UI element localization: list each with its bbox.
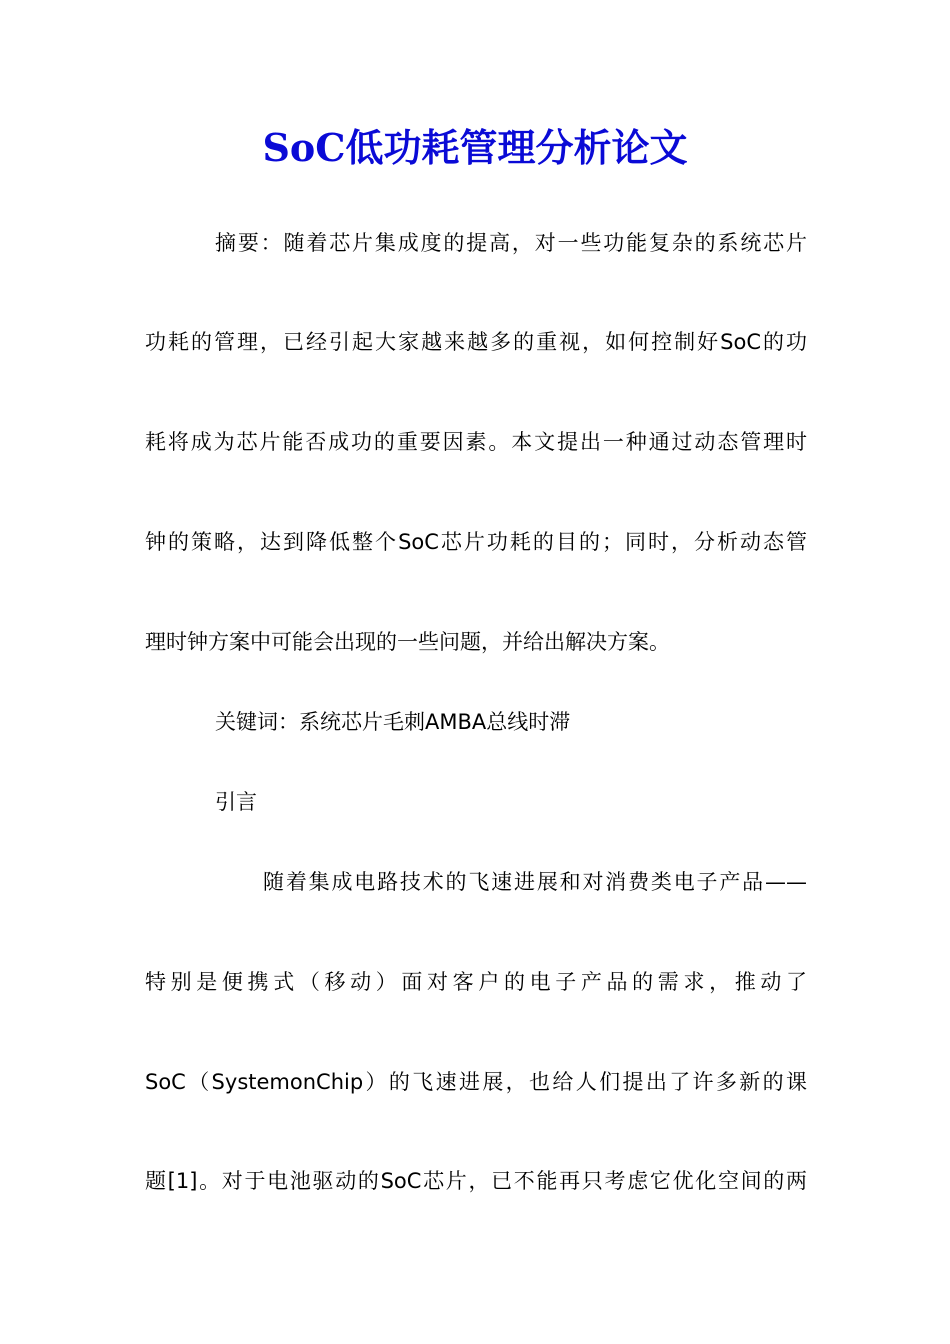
abstract-line: 理时钟方案中可能会出现的一些问题，并给出解决方案。 <box>145 630 670 654</box>
body-line: SoC（SystemonChip）的飞速进展，也给人们提出了许多新的课 <box>145 1070 807 1094</box>
keywords: 关键词：系统芯片毛刺AMBA总线时滞 <box>215 710 571 734</box>
abstract-line: 耗将成为芯片能否成功的重要因素。本文提出一种通过动态管理时 <box>145 430 807 454</box>
body-line: 随着集成电路技术的飞速进展和对消费类电子产品—— <box>263 870 807 894</box>
section-heading: 引言 <box>215 790 257 814</box>
body-line: 特别是便携式（移动）面对客户的电子产品的需求，推动了 <box>145 970 807 994</box>
abstract-line: 功耗的管理，已经引起大家越来越多的重视，如何控制好SoC的功 <box>145 330 807 354</box>
abstract-line: 钟的策略，达到降低整个SoC芯片功耗的目的；同时，分析动态管 <box>145 530 807 554</box>
document-title: SoC低功耗管理分析论文 <box>262 125 688 170</box>
body-line: 题[1]。对于电池驱动的SoC芯片，已不能再只考虑它优化空间的两 <box>145 1169 807 1193</box>
abstract-line: 摘要：随着芯片集成度的提高，对一些功能复杂的系统芯片 <box>215 231 807 255</box>
